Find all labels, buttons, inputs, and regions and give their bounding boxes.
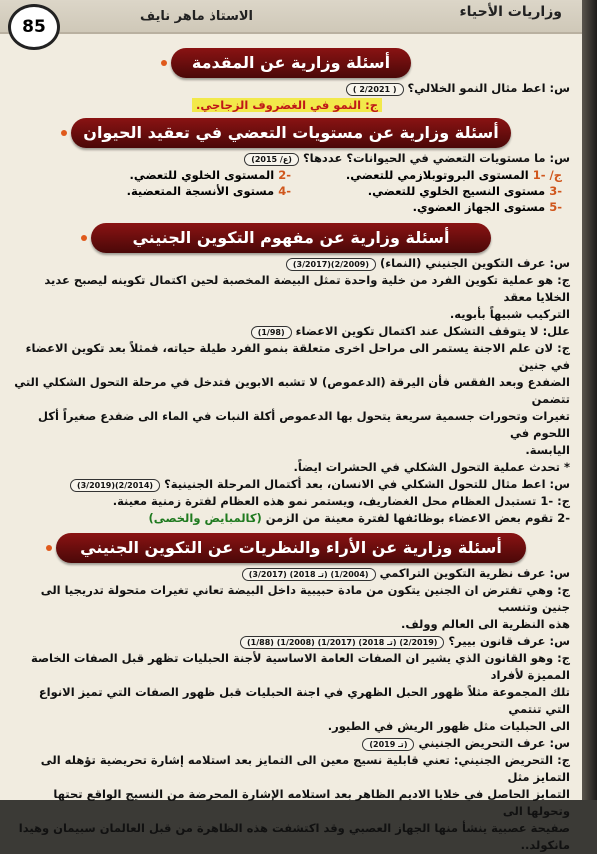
exam-ref-badge: (2015 /ع) [244, 153, 299, 166]
list-item: -5 مستوى الجهاز العضوي. [412, 200, 562, 214]
section-banner-theories: أسئلة وزارية عن الأراء والنظريات عن التكوين الجنيني [56, 533, 526, 563]
answer: هذه النظرية الى العالم وولف. [400, 617, 570, 631]
answer: الضفدع وبعد الفقس فأن اليرقة (الدعموص) لا تشبه الابوين فتدخل في مرحلة التحول الشكلي التي تتضمن [14, 375, 570, 406]
answer: تلك المجموعة مثلاً ظهور الحبل الظهري في اجنة الحبليات قبل ظهور الصفات التي تميز الانواع التي تنتمي [38, 685, 570, 716]
question: علل: لا يتوقف التشكل عند اكتمال تكوين الاعضاء(1/98) [0, 323, 582, 340]
answer: اليابسة. [525, 443, 570, 457]
section-banner-intro: أسئلة وزارية عن المقدمة [171, 48, 411, 78]
answer: ج: التحريض الجنيني: تعني قابلية نسيج معين الى التمايز بعد استلامه إشارة تحريضية تؤهله الى التمايز مثل [40, 753, 570, 784]
question: س: ما مستويات التعضي في الحيوانات؟ عددها؟(2015 /ع) [0, 150, 582, 167]
section-banner-embryogenesis: أسئلة وزارية عن مفهوم التكوين الجنيني [91, 223, 491, 253]
book-edge [582, 0, 597, 800]
answer: ج: هو عملية تكوين الفرد من خلية واحدة تمثل البيضة المخصبة لحين اكتمال تكوينه ليصبح عديد الخلايا معقد [44, 273, 570, 304]
question: س: عرف التحريض الجنيني(2019 تـ) [0, 735, 582, 752]
answer: تغيرات وتحورات جسمية سريعة يتحول بها الدعموص أكلة النبات في الماء الى ضفدع صغيراً أكل اللحوم في [38, 409, 570, 440]
answer-list [0, 167, 582, 215]
question: س: عرف التكوين الجنيني (النماء)(3/2017)(2/2009) [0, 255, 582, 272]
answer: التركيب شبيهاً بأبويه. [449, 307, 570, 321]
answer: ج: -1 تستبدل العظام محل الغضاريف، ويستمر نمو هذه العظام لفترة زمنية معينة. [112, 494, 570, 508]
list-item: -4 مستوى الأنسجة المتعضية. [126, 184, 291, 198]
exam-ref-badge: (3/2019)(2/2014) [70, 479, 160, 492]
page-number: 85 [8, 4, 60, 50]
answer: -2 تقوم بعض الاعضاء بوظائفها لفترة معينة من الزمن (كالمبايض والخصى) [148, 511, 570, 525]
page-header [0, 0, 582, 37]
subject-title: وزاريات الأحياء [459, 4, 562, 20]
teacher-name: الاستاذ ماهر نايف [140, 9, 253, 24]
answer: التمايز الحاصل في خلايا الاديم الظاهر بعد استلامه الإشارة المحرضة من النسيج الواقع تحتها وتحولها الى [53, 787, 570, 818]
page-content [0, 44, 582, 854]
list-item: -3 مستوى النسيج الخلوي للتعضي. [367, 184, 562, 198]
answer: ج: وهي تفترض ان الجنين يتكون من مادة حبيبية داخل البيضة تعاني تغيرات متحولة تدريجيا الى جنين وتنسب [40, 583, 570, 614]
answer: صفيحة عصبية ينشأ منها الجهاز العصبي وقد اكتشفت هذه الظاهرة من قبل العالمان سبيمان وهيدا مانكولد.. [18, 821, 570, 852]
answer: الى الحبليات مثل ظهور الريش في الطيور. [327, 719, 570, 733]
list-item: -2 المستوى الخلوي للتعضي. [129, 168, 291, 182]
exam-ref-badge: (1/88) (1/2008) (1/2017) (2018 تـ) (2/2019) [240, 636, 444, 649]
exam-ref-badge: (3/2017)(2/2009) [286, 258, 376, 271]
section-banner-organization-levels: أسئلة وزارية عن مستويات التعضي في تعقيد الحيوان [71, 118, 511, 148]
answer: ج: النمو في الغضروف الزجاجي. [0, 97, 582, 114]
answer: ج: لان علم الاجنة يستمر الى مراحل اخرى متعلقة بنمو الفرد طيلة حياته، فمثلاً بعد تكوين الاعضاء في جنين [25, 341, 570, 372]
question: س: عرف نظرية التكوين التراكمي(3/2017) (2018 تـ) (1/2004) [0, 565, 582, 582]
note: * تحدث عملية التحول الشكلي في الحشرات ايضاً. [293, 460, 570, 474]
question: س: اعط مثال النمو الخلالي؟( 2/2021 ) [0, 80, 582, 97]
question: س: اعط مثال للتحول الشكلي في الانسان، بعد أكتمال المرحلة الجنينية؟(3/2019)(2/2014) [0, 476, 582, 493]
exam-ref-badge: (1/98) [251, 326, 292, 339]
exam-ref-badge: ( 2/2021 ) [346, 83, 404, 96]
exam-ref-badge: (2019 تـ) [362, 738, 414, 751]
exam-ref-badge: (3/2017) (2018 تـ) (1/2004) [242, 568, 376, 581]
answer: ج: وهو القانون الذي يشير ان الصفات العامة الاساسية لأجنة الحبليات تظهر قبل الصفات الخاصة المميزة لأفراد [30, 651, 570, 682]
question: س: عرف قانون بيير؟(1/88) (1/2008) (1/2017) (2018 تـ) (2/2019) [0, 633, 582, 650]
list-item: ج/ -1 المستوى البروتوبلازمي للتعضي. [345, 168, 562, 182]
